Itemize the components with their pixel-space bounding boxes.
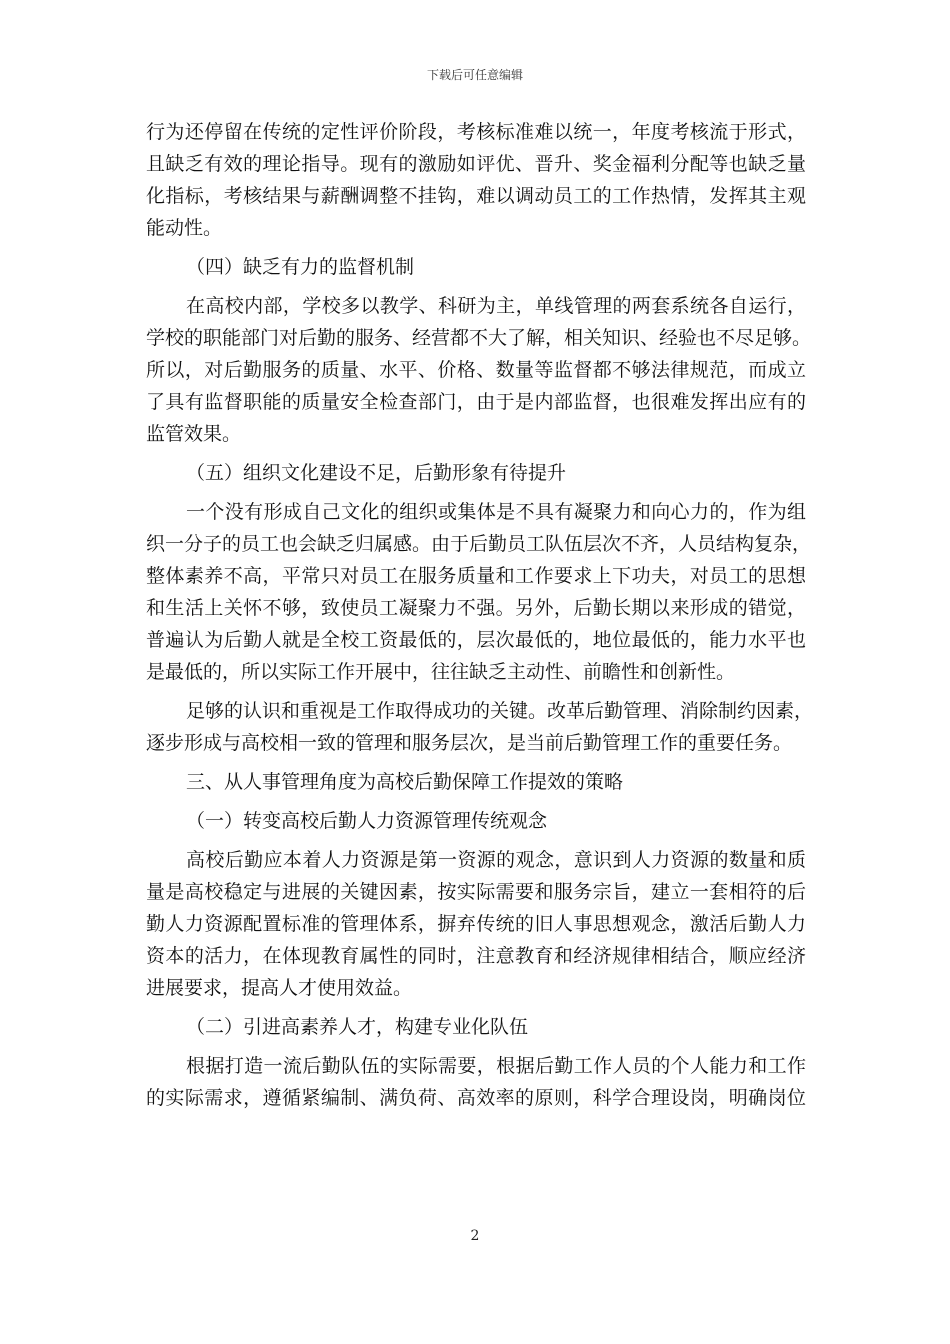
body-line: 在高校内部，学校多以教学、科研为主，单线管理的两套系统各自运行， — [186, 295, 806, 317]
body-line: 且缺乏有效的理论指导。现有的激励如评优、晋升、奖金福利分配等也缺乏量 — [146, 153, 806, 175]
body-line: 根据打造一流后勤队伍的实际需要，根据后勤工作人员的个人能力和工作 — [186, 1055, 806, 1077]
body-line: 足够的认识和重视是工作取得成功的关键。改革后勤管理、消除制约因素， — [186, 700, 814, 722]
body-line: 能动性。 — [146, 217, 223, 239]
page-number: 2 — [470, 1228, 480, 1244]
body-line: 勤人力资源配置标准的管理体系，摒弃传统的旧人事思想观念，激活后勤人力 — [146, 913, 806, 935]
body-line: 织一分子的员工也会缺乏归属感。由于后勤员工队伍层次不齐，人员结构复杂， — [146, 533, 812, 555]
section-heading: 三、从人事管理角度为高校后勤保障工作提效的策略 — [186, 771, 624, 793]
subsection-heading: （一）转变高校后勤人力资源管理传统观念 — [186, 810, 548, 832]
body-line: 量是高校稳定与进展的关键因素，按实际需要和服务宗旨，建立一套相符的后 — [146, 881, 806, 903]
body-line: 所以，对后勤服务的质量、水平、价格、数量等监督都不够法律规范，而成立 — [146, 359, 806, 381]
body-line: 高校后勤应本着人力资源是第一资源的观念，意识到人力资源的数量和质 — [186, 849, 806, 871]
body-line: 学校的职能部门对后勤的服务、经营都不大了解，相关知识、经验也不尽足够。 — [146, 327, 812, 349]
body-line: 逐步形成与高校相一致的管理和服务层次，是当前后勤管理工作的重要任务。 — [146, 732, 793, 754]
body-line: 是最低的，所以实际工作开展中，往往缺乏主动性、前瞻性和创新性。 — [146, 661, 736, 683]
body-line: 一个没有形成自己文化的组织或集体是不具有凝聚力和向心力的，作为组 — [186, 501, 806, 523]
subsection-heading: （二）引进高素养人才，构建专业化队伍 — [186, 1016, 529, 1038]
body-line: 监管效果。 — [146, 423, 242, 445]
body-line: 整体素养不高，平常只对员工在服务质量和工作要求上下功夫，对员工的思想 — [146, 565, 806, 587]
body-line: 的实际需求，遵循紧编制、满负荷、高效率的原则，科学合理设岗，明确岗位 — [146, 1087, 806, 1109]
body-line: 资本的活力，在体现教育属性的同时，注意教育和经济规律相结合，顺应经济 — [146, 945, 806, 967]
body-line: 进展要求，提高人才使用效益。 — [146, 977, 413, 999]
section-heading: （四）缺乏有力的监督机制 — [186, 256, 415, 278]
page-header: 下载后可任意编辑 — [426, 68, 523, 82]
body-line: 行为还停留在传统的定性评价阶段，考核标准难以统一，年度考核流于形式， — [146, 121, 806, 143]
body-line: 和生活上关怀不够，致使员工凝聚力不强。另外，后勤长期以来形成的错觉， — [146, 597, 806, 619]
body-line: 化指标，考核结果与薪酬调整不挂钩，难以调动员工的工作热情，发挥其主观 — [146, 185, 806, 207]
body-line: 普遍认为后勤人就是全校工资最低的，层次最低的，地位最低的，能力水平也 — [146, 629, 806, 651]
body-line: 了具有监督职能的质量安全检查部门，由于是内部监督，也很难发挥出应有的 — [146, 391, 806, 413]
section-heading: （五）组织文化建设不足，后勤形象有待提升 — [186, 462, 567, 484]
document-body — [146, 116, 814, 1114]
